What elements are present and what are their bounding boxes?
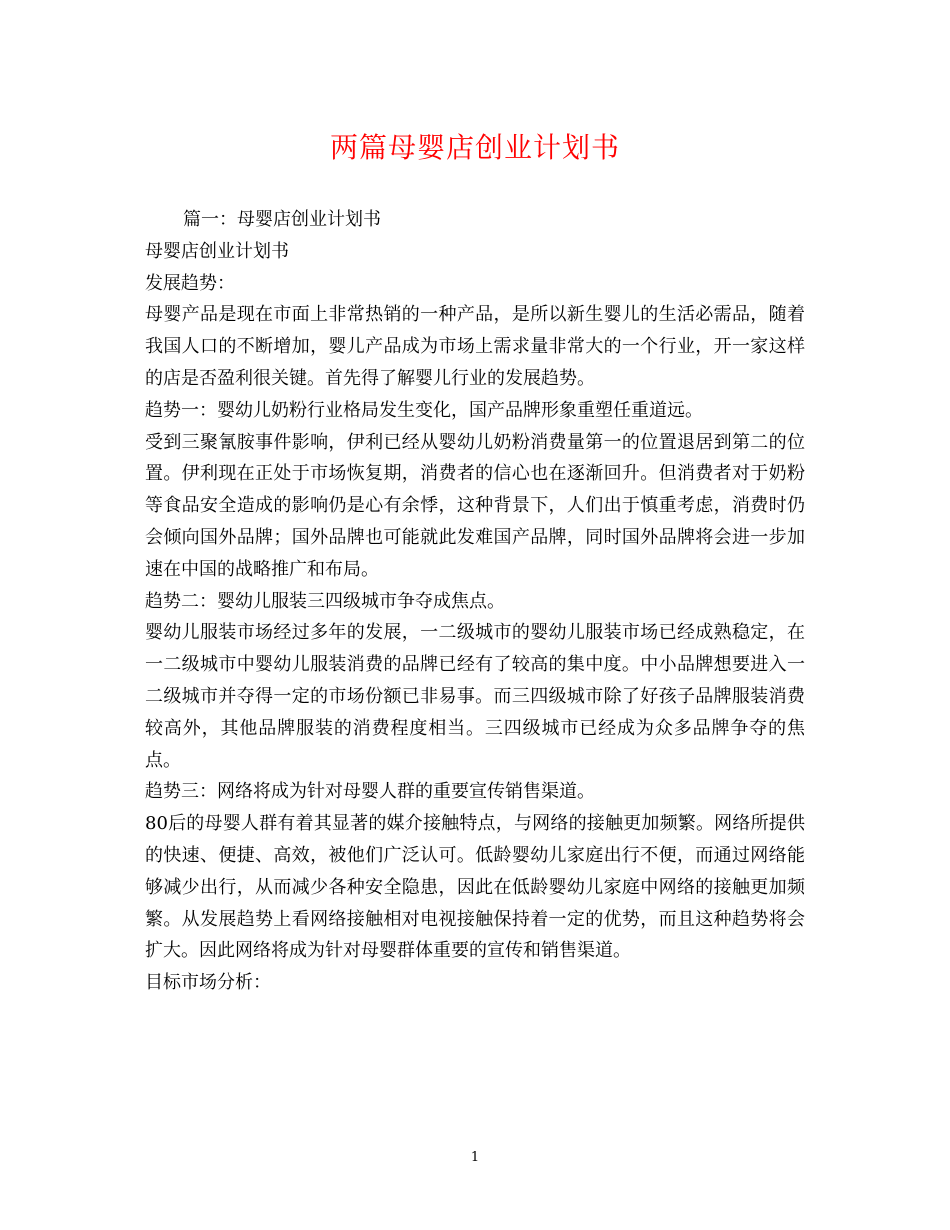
trend-heading: 趋势二：婴幼儿服装三四级城市争夺成焦点。: [145, 590, 505, 612]
trend-heading: 趋势一：婴幼儿奶粉行业格局发生变化，国产品牌形象重塑任重道远。: [145, 399, 703, 421]
body-paragraph: 婴幼儿服装市场经过多年的发展，一二级城市的婴幼儿服装市场已经成熟稳定，在一二级城市中婴幼儿服装消费的品牌已经有了较高的集中度。中小品牌想要进入一二级城市并夺得一定的市场份额已非易事。而三四级城市除了好孩子品牌服装消费较高外，其他品牌服装的消费程度相当。三四级城市已经成为众多品牌争夺的焦点。: [145, 622, 805, 771]
document-subtitle: 母婴店创业计划书: [145, 240, 289, 262]
page-number: 1: [470, 1150, 480, 1165]
section-heading: 篇一：母婴店创业计划书: [183, 209, 381, 230]
body-paragraph: 受到三聚氰胺事件影响，伊利已经从婴幼儿奶粉消费量第一的位置退居到第二的位置。伊利现在正处于市场恢复期，消费者的信心也在逐渐回升。但消费者对于奶粉等食品安全造成的影响仍是心有余悸，这种背景下，人们出于慎重考虑，消费时仍会倾向国外品牌；国外品牌也可能就此发难国产品牌，同时国外品牌将会进一步加速在中国的战略推广和布局。: [145, 431, 805, 580]
body-paragraph: 80后的母婴人群有着其显著的媒介接触特点，与网络的接触更加频繁。网络所提供的快速、便捷、高效，被他们广泛认可。低龄婴幼儿家庭出行不便，而通过网络能够减少出行，从而减少各种安全隐患，因此在低龄婴幼儿家庭中网络的接触更加频繁。从发展趋势上看网络接触相对电视接触保持着一定的优势，而且这种趋势将会扩大。因此网络将成为针对母婴群体重要的宣传和销售渠道。: [145, 813, 805, 962]
document-title: 两篇母婴店创业计划书: [329, 131, 620, 164]
trend-heading: 趋势三：网络将成为针对母婴人群的重要宣传销售渠道。: [145, 781, 595, 803]
section-label: 目标市场分析：: [145, 972, 271, 994]
document-body: [145, 204, 805, 999]
body-paragraph: 母婴产品是现在市面上非常热销的一种产品，是所以新生婴儿的生活必需品，随着我国人口的不断增加，婴儿产品成为市场上需求量非常大的一个行业，开一家这样的店是否盈利很关键。首先得了解婴儿行业的发展趋势。: [145, 304, 805, 389]
section-label: 发展趋势：: [145, 272, 235, 294]
